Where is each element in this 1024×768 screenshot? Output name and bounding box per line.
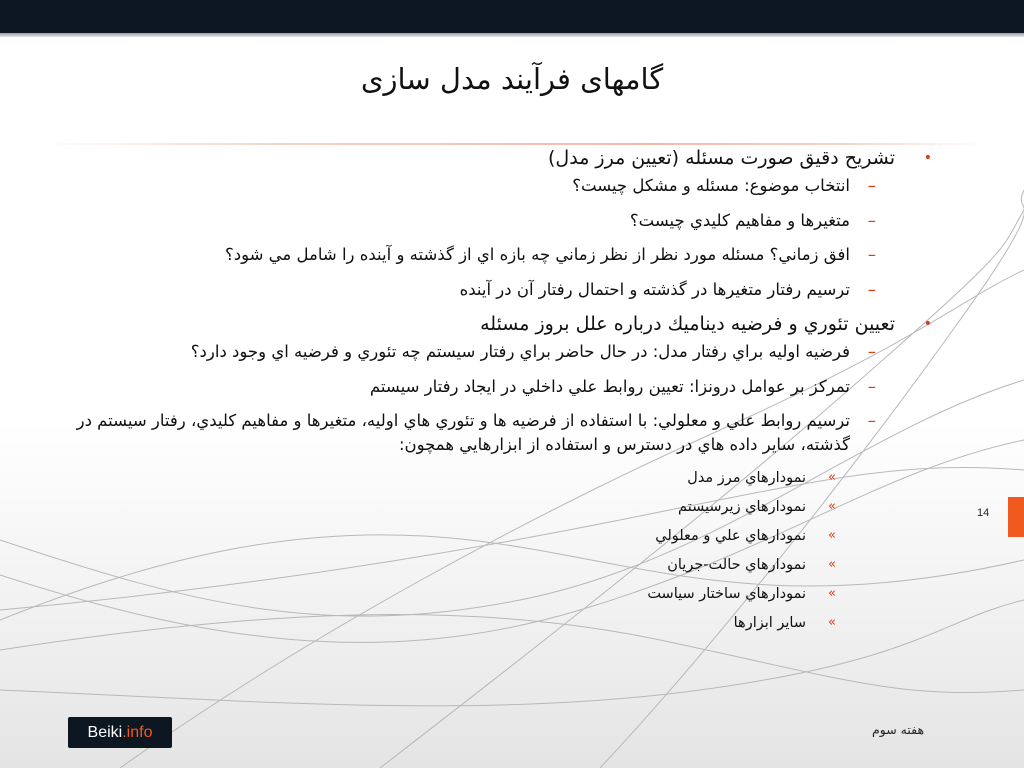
tool-item <box>60 468 940 488</box>
sub-bullet <box>60 409 940 457</box>
bullet-text: تعيين تئوري و فرضيه ديناميك درباره علل بروز مسئله <box>480 313 895 335</box>
chevron-marker: » <box>828 585 836 601</box>
tool-item <box>60 584 940 604</box>
chevron-marker: » <box>828 556 836 572</box>
tool-text: نمودارهاي علي و معلولي <box>655 527 806 544</box>
chevron-marker: » <box>828 614 836 630</box>
tool-item <box>60 526 940 546</box>
sub-bullet-text: ترسيم رفتار متغيرها در گذشته و احتمال رفتار آن در آينده <box>459 279 850 299</box>
tool-item <box>60 497 940 517</box>
dash-marker: – <box>867 342 876 361</box>
chevron-marker: » <box>828 469 836 485</box>
dash-marker: – <box>867 210 876 230</box>
dash-marker: – <box>867 279 876 299</box>
dash-marker: – <box>867 245 876 264</box>
logo-suffix: .info <box>122 723 153 741</box>
sub-bullet <box>60 243 940 267</box>
bullet-text: تشريح دقيق صورت مسئله (تعيين مرز مدل) <box>548 147 895 169</box>
tool-text: نمودارهاي ساختار سياست <box>647 585 806 602</box>
beiki-logo <box>68 717 172 748</box>
sub-bullet-text: فرضيه اوليه براي رفتار مدل: در حال حاضر براي رفتار سيستم چه تئوري و فرضيه اي وجود دارد؟ <box>190 342 850 361</box>
sub-bullet-text: ترسيم روابط علي و معلولي: با استفاده از فرضيه ها و تئوري هاي اوليه، متغيرها و مفاهيم كليدي، رفتار سيستم در گذشته، ساير داده هاي در دسترس و استفاده از ابزارهايي همچون: <box>76 411 850 454</box>
sub-bullet <box>60 340 940 364</box>
dash-marker: – <box>867 176 876 195</box>
chevron-marker: » <box>828 527 836 543</box>
sub-bullet <box>60 375 940 399</box>
sub-bullet <box>60 174 940 198</box>
tool-item <box>60 613 940 633</box>
sub-bullet-text: افق زماني؟ مسئله مورد نظر از نظر زماني چه بازه اي از گذشته و آينده را شامل مي شود؟ <box>224 245 850 264</box>
chevron-marker: » <box>828 498 836 514</box>
tool-text: ساير ابزارها <box>733 614 806 631</box>
bullet-marker: • <box>923 150 932 166</box>
dash-marker: – <box>867 376 876 396</box>
sub-bullet-text: متغيرها و مفاهيم كليدي چيست؟ <box>629 210 850 230</box>
logo-brand: Beiki <box>87 723 123 741</box>
dash-marker: – <box>867 411 876 430</box>
bullet-marker: • <box>923 316 932 332</box>
page-number: 14 <box>977 507 990 519</box>
bullet-problem-definition <box>60 146 940 170</box>
sub-bullet-text: تمرکز بر عوامل درونزا: تعيين روابط علي داخلي در ايجاد رفتار سيستم <box>369 376 850 396</box>
bullet-dynamic-hypothesis <box>60 312 940 336</box>
sub-bullet-text: انتخاب موضوع: مسئله و مشکل چيست؟ <box>572 176 850 195</box>
sub-bullet <box>60 209 940 233</box>
side-accent-tab <box>1008 497 1024 537</box>
sub-bullet <box>60 278 940 302</box>
footer-week-label: هفته سوم <box>872 722 925 737</box>
tool-text: نمودارهاي زيرسيستم <box>678 498 806 515</box>
tool-text: نمودارهاي مرز مدل <box>687 469 806 486</box>
slide-title: گامهای فرآیند مدل سازی <box>360 62 664 96</box>
tool-text: نمودارهاي حالت-جريان <box>667 556 806 573</box>
tool-item <box>60 555 940 575</box>
slide-body <box>60 144 940 642</box>
